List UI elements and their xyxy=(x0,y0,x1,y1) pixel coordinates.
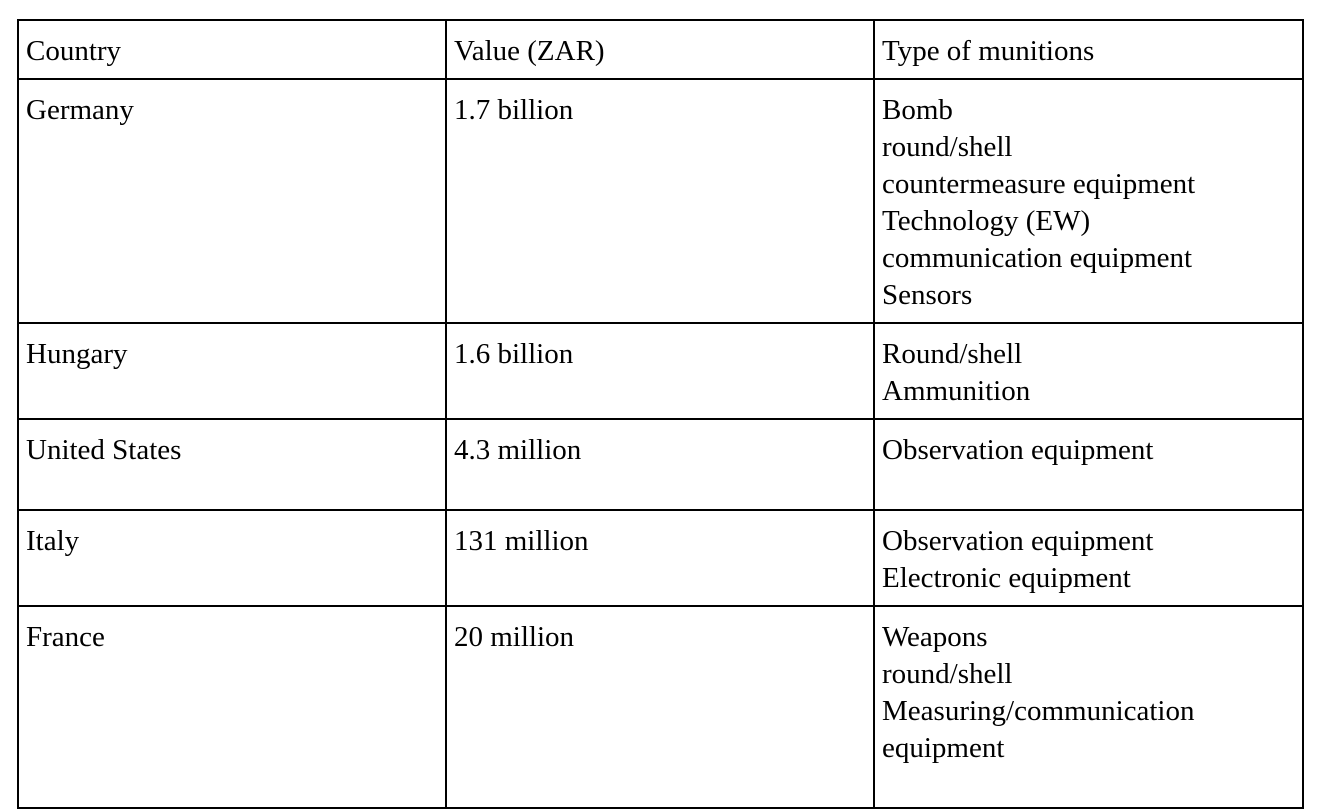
munition-item: Round/shell xyxy=(882,338,1023,370)
country-cell: Hungary xyxy=(18,323,446,419)
table-row xyxy=(18,606,1303,808)
munition-item: equipment xyxy=(882,732,1005,764)
munitions-cell xyxy=(874,419,1303,510)
value-cell: 131 million xyxy=(446,510,874,606)
munitions-cell xyxy=(874,510,1303,606)
munition-item: Ammunition xyxy=(882,375,1031,407)
munition-item: Weapons xyxy=(882,621,988,653)
munition-item: Technology (EW) xyxy=(882,205,1091,237)
munitions-cell xyxy=(874,323,1303,419)
column-header-munitions: Type of munitions xyxy=(874,20,1303,79)
value-cell: 1.7 billion xyxy=(446,79,874,323)
munition-item: Electronic equipment xyxy=(882,562,1131,594)
country-cell: France xyxy=(18,606,446,808)
country-cell: United States xyxy=(18,419,446,510)
munition-item: Measuring/communication xyxy=(882,695,1195,727)
table-header-row xyxy=(18,20,1303,79)
value-cell: 20 million xyxy=(446,606,874,808)
munition-item: round/shell xyxy=(882,131,1013,163)
column-header-value: Value (ZAR) xyxy=(446,20,874,79)
munition-item: communication equipment xyxy=(882,242,1193,274)
munitions-cell xyxy=(874,606,1303,808)
country-cell: Italy xyxy=(18,510,446,606)
value-cell: 4.3 million xyxy=(446,419,874,510)
munition-item: Observation equipment xyxy=(882,525,1154,557)
table-row xyxy=(18,79,1303,323)
munition-item: Sensors xyxy=(882,279,973,311)
table-row xyxy=(18,510,1303,606)
country-cell: Germany xyxy=(18,79,446,323)
table-row xyxy=(18,323,1303,419)
munition-item: Bomb xyxy=(882,94,953,126)
value-cell: 1.6 billion xyxy=(446,323,874,419)
munitions-cell xyxy=(874,79,1303,323)
munitions-table xyxy=(17,19,1304,809)
munition-item: countermeasure equipment xyxy=(882,168,1196,200)
munition-item: Observation equipment xyxy=(882,434,1154,466)
table-row xyxy=(18,419,1303,510)
munition-item: round/shell xyxy=(882,658,1013,690)
column-header-country: Country xyxy=(18,20,446,79)
